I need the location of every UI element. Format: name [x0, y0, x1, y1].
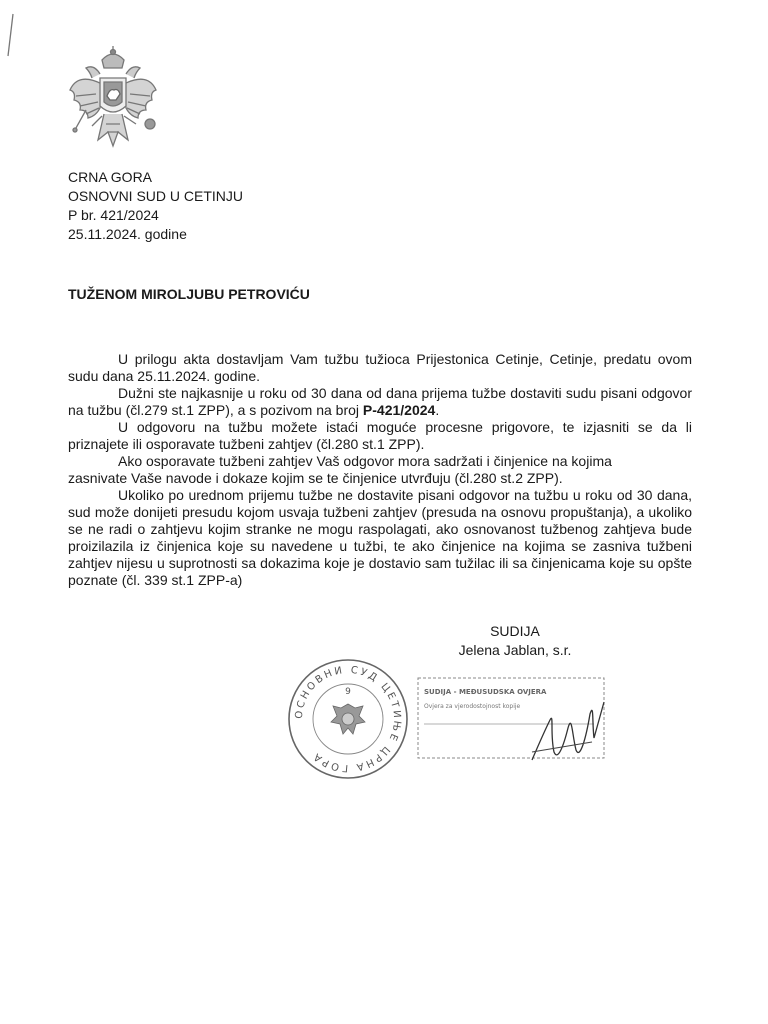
- paragraph-contest-continued: zasnivate Vaše navode i dokaze kojim se te činjenice utvrđuju (čl.280 st.2 ZPP).: [68, 470, 563, 486]
- seal-emblem-icon: [331, 704, 365, 734]
- court-seal: [285, 656, 411, 782]
- seal-number: 9: [345, 687, 351, 697]
- seal-text: ОСНОВНИ СУД ЦЕТИЊЕ ЦРНА ГОРА: [293, 664, 403, 774]
- paragraph-default-judgment: Ukoliko po urednom prijemu tužbe ne dostavite pisani odgovor na tužbu u roku od 30 dana, sud može donijeti presudu kojom usvaja tužbeni zahtjev (presuda na osnovu propuštanja), a ukoliko se ne radi o zahtjevu kojim stranke ne mogu raspolagati, ako osnovanost tužbenog zahtjeva bude proizilazila iz činjenica koje su navedene u tužbi, te ako činjenice na kojima se zasniva tužbeni zahtjev nijesu u suprotnosti sa dokazima koje je dostavio sam tužilac ili sa činjenicama koje su opšte poznate (čl. 339 st.1 ZPP-a): [68, 487, 692, 588]
- margin-pen-mark: [4, 12, 18, 58]
- letter-body: [68, 351, 692, 589]
- certification-stamp: [414, 672, 614, 776]
- stamp-line-2: Ovjera za vjerodostojnost kopije: [424, 703, 521, 710]
- deadline-text: Dužni ste najkasnije u roku od 30 dana od dana prijema tužbe dostaviti sudu pisani odgovor na tužbu (čl.279 st.1 ZPP), a s pozivom na broj: [68, 385, 692, 418]
- court-name: OSNOVNI SUD U CETINJU: [68, 188, 244, 204]
- court-header: [68, 168, 243, 244]
- paragraph-attachment: U prilogu akta dostavljam Vam tužbu tužioca Prijestonica Cetinje, Cetinje, predatu ovom sudu dana 25.11.2024. godine.: [68, 351, 692, 384]
- document-date: 25.11.2024. godine: [68, 226, 187, 242]
- country-name: CRNA GORA: [68, 169, 153, 185]
- deadline-end: .: [435, 402, 440, 418]
- judge-handwritten-signature: [532, 702, 604, 760]
- paragraph-objections: U odgovoru na tužbu možete istaći moguće procesne prigovore, te izjasniti se da li priznajete ili osporavate tužbeni zahtjev (čl.280 st.1 ZPP).: [68, 419, 692, 452]
- paragraph-contest: Ako osporavate tužbeni zahtjev Vaš odgovor mora sadržati i činjenice na kojima: [118, 453, 612, 469]
- reference-number: P-421/2024: [362, 402, 436, 418]
- coat-of-arms-icon: [66, 44, 160, 156]
- recipient-line: TUŽENOM MIROLJUBU PETROVIĆU: [68, 286, 310, 302]
- stamp-line-1: SUDIJA - MEĐUSUDSKA OVJERA: [424, 688, 547, 696]
- judge-signature-block: [440, 622, 590, 660]
- judge-title: SUDIJA: [490, 623, 540, 639]
- judge-name: Jelena Jablan, s.r.: [458, 642, 572, 658]
- case-number: P br. 421/2024: [68, 207, 159, 223]
- paragraph-deadline: [68, 385, 692, 419]
